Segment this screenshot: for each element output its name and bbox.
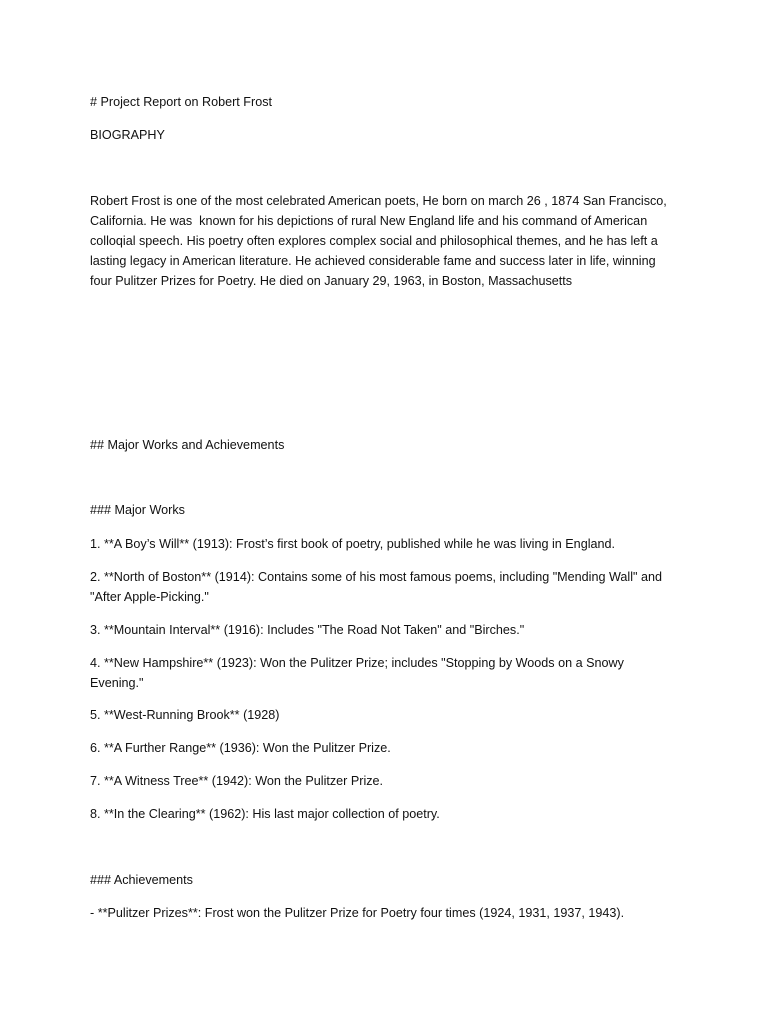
achievement-line: - **Pulitzer Prizes**: Frost won the Pulitzer Prize for Poetry four times (1924, 1931, 1937, 1943). [90, 906, 625, 920]
biography-line: four Pulitzer Prizes for Poetry. He died on January 29, 1963, in Boston, Massachusetts [90, 274, 573, 288]
work-item-3 [90, 620, 690, 640]
biography-line: colloqial speech. His poetry often explores complex social and philosophical themes, and he has left a [90, 234, 658, 248]
work-item-7 [90, 771, 690, 791]
work-item-line: 8. **In the Clearing** (1962): His last major collection of poetry. [90, 807, 440, 821]
work-item-line: 1. **A Boy’s Will** (1913): Frost’s first book of poetry, published while he was living in England. [90, 537, 616, 551]
work-item-line: 7. **A Witness Tree** (1942): Won the Pulitzer Prize. [90, 774, 384, 788]
biography-line: California. He was known for his depictions of rural New England life and his command of American [90, 214, 648, 228]
work-item-line: "After Apple-Picking." [90, 590, 209, 604]
work-item-6 [90, 738, 690, 758]
work-item-2 [90, 567, 690, 607]
work-item-line: 2. **North of Boston** (1914): Contains some of his most famous poems, including "Mending Wall" and [90, 570, 662, 584]
biography-line: lasting legacy in American literature. He achieved considerable fame and success later in life, winning [90, 254, 656, 268]
document-title: # Project Report on Robert Frost [90, 95, 272, 109]
biography-heading: BIOGRAPHY [90, 128, 165, 142]
major-works-achievements-heading: ## Major Works and Achievements [90, 438, 285, 452]
work-item-5 [90, 705, 690, 725]
achievement-item-1 [90, 903, 690, 923]
work-item-line: 4. **New Hampshire** (1923): Won the Pulitzer Prize; includes "Stopping by Woods on a Snowy [90, 656, 624, 670]
achievements-heading: ### Achievements [90, 873, 193, 887]
work-item-8 [90, 804, 690, 824]
work-item-line: 3. **Mountain Interval** (1916): Includes "The Road Not Taken" and "Birches." [90, 623, 525, 637]
work-item-line: 6. **A Further Range** (1936): Won the Pulitzer Prize. [90, 741, 391, 755]
major-works-heading: ### Major Works [90, 503, 185, 517]
work-item-line: Evening." [90, 676, 144, 690]
work-item-4 [90, 653, 690, 693]
biography-line: Robert Frost is one of the most celebrated American poets, He born on march 26 , 1874 San Francisco, [90, 194, 667, 208]
work-item-1 [90, 534, 690, 554]
biography-paragraph [90, 191, 690, 291]
work-item-line: 5. **West-Running Brook** (1928) [90, 708, 280, 722]
